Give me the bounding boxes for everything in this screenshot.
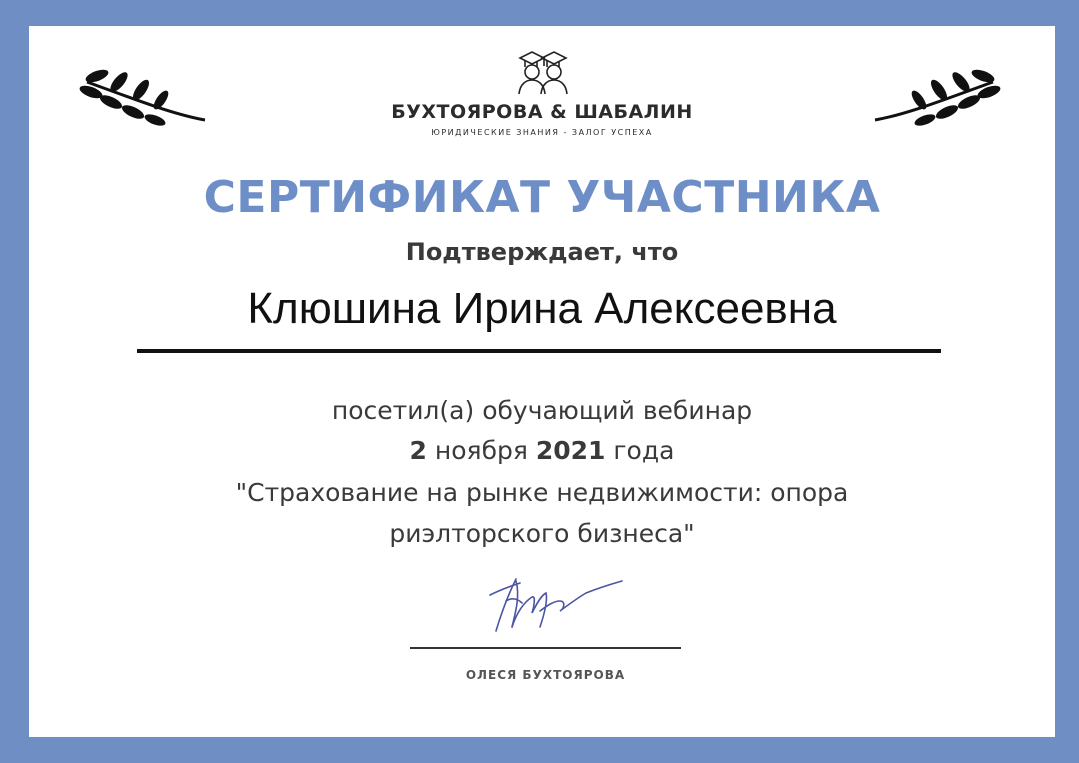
attended-text: посетил(а) обучающий вебинар (331, 396, 753, 425)
signer-name: ОЛЕСЯ БУХТОЯРОВА (465, 668, 626, 682)
webinar-topic-line-1: "Страхование на рынке недвижимости: опора (235, 478, 849, 507)
date-suffix: года (613, 436, 675, 465)
brand-name: БУХТОЯРОВА & ШАБАЛИН (391, 101, 693, 123)
certificate-sheet (29, 26, 1055, 737)
laurel-branch-icon (77, 62, 207, 132)
date-day: 2 (409, 436, 427, 465)
certificate-title: СЕРТИФИКАТ УЧАСТНИКА (203, 172, 881, 223)
logo (380, 44, 704, 156)
handwritten-signature (476, 571, 626, 641)
graduates-icon (516, 48, 570, 96)
name-underline (137, 349, 941, 353)
confirms-text: Подтверждает, что (405, 238, 679, 266)
event-date (29, 436, 1055, 465)
laurel-branch-icon (873, 62, 1003, 132)
brand-tagline: ЮРИДИЧЕСКИЕ ЗНАНИЯ - ЗАЛОГ УСПЕХА (431, 128, 653, 137)
signature-line (410, 647, 681, 649)
participant-name: Клюшина Ирина Алексеевна (247, 284, 837, 333)
webinar-topic-line-2: риэлторского бизнеса" (389, 519, 695, 548)
date-year: 2021 (535, 436, 606, 465)
date-month: ноября (434, 436, 528, 465)
